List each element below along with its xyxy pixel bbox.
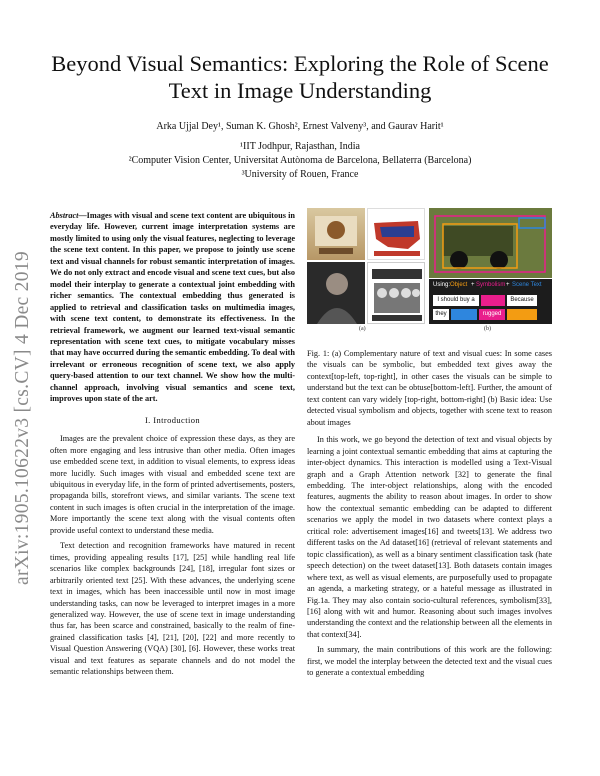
- intro-paragraph-3: In this work, we go beyond the detection of text and visual objects by learning a joint contextual semantic embedding that aims at capturing the inter-object dynamics. This interaction is modelled using a Text-Visual graph and a Graph Attention network [32] to generate the final embedding. The inter-object relationships, along with the encoded features, augments the ability to reason about images. In order to show how the contextual semantic embedding can be adapted to different scenarios we apply the model in two datasets where context plays a critical role: advertisement images[16] and tweets[13]. We address two different tasks on the Ad dataset[16] (retrieval of relevant statements and topic classification), as well as a binary sentiment classification task (hate speech detection) on the tweet dataset[13]. Both datasets contain images where text, as well as visual elements, are purposefully used to propagate an agenda, a marketing strategy, or a hateful message as illustrated in Fig.1a. They may also contain socio-cultural references, symbolism[33], [16] along with wit and humor. Reasoning about such images involves understanding the context and the relationship between all the elements in that context[34].: [307, 435, 552, 639]
- author-list: Arka Ujjal Dey¹, Suman K. Ghosh², Ernest Valveny³, and Gaurav Harit¹: [156, 121, 444, 132]
- figure-1: [307, 205, 552, 342]
- figure-image-bottom-left: [307, 262, 365, 324]
- should-box: I should buy a: [433, 295, 479, 306]
- group-photo-illustration: [368, 263, 425, 324]
- plus-sign-1: +: [471, 282, 475, 288]
- plus-sign-2: +: [506, 282, 510, 288]
- object-slot: [507, 309, 537, 320]
- poster-illustration: [307, 208, 365, 260]
- using-label: Using:: [433, 282, 451, 288]
- rugged-box: rugged: [479, 309, 505, 320]
- because-box: Because: [507, 295, 537, 306]
- scene-text-slot: [451, 309, 477, 320]
- abstract: [50, 210, 295, 405]
- figure-image-bottom-middle: [367, 262, 425, 324]
- right-column: [307, 348, 552, 683]
- figure-caption: Fig. 1: (a) Complementary nature of text and visual cues: In some cases the visuals can be symbolic, but embedded text gives away the context[top-left, top-right], in other cases the visuals can be simple to understand but the text can be obtuse[bottom-left]. Further, the amount of text content can vary widely [top-right, bottom-right] (b) Basic idea: Use detected visual symbolism and objects, together with scene text to reason about images: [307, 349, 552, 427]
- affiliation-2: ²Computer Vision Center, Universitat Autònoma de Barcelona, Bellaterra (Barcelona): [128, 155, 472, 166]
- symbolism-slot: [481, 295, 505, 306]
- figure-label-b: (b): [484, 326, 491, 332]
- portrait-illustration: [307, 262, 365, 324]
- intro-paragraph-4: In summary, the main contributions of this work are the following: first, we model the interplay between the detected text and the visual cues to generate a contextual embedding: [307, 645, 552, 678]
- affiliation-1: ¹IIT Jodhpur, Rajasthan, India: [240, 141, 360, 152]
- figure-image-top-middle: [367, 208, 425, 260]
- intro-paragraph-2: Text detection and recognition frameworks have matured in recent times, providing appealing results [17], [25] while handling real life scenarios like complex backgrounds [24], [18], irregular font sizes or arbitrarily oriented text [25]. With these advances, the underlying scene text in images, which has been inaccessible until now in most image understanding tasks, can now be leveraged to interpret images in a more generalized way. However, the use of scene text in image understanding thus far, has been scarce and constrained, basically to the realm of fine-grained classification tasks [4], [21], [20], [22] and more recently to Visual Question Answering (VQA) [30], [6]. However, these works treat visual and text features as separate channels and do not model the semantic relationships between them.: [50, 541, 295, 677]
- abstract-label: Abstract: [50, 211, 79, 220]
- usa-map-illustration: [368, 209, 425, 260]
- figure-label-a: (a): [359, 326, 366, 332]
- figure-image-top-left: [307, 208, 365, 260]
- they-box: they: [433, 309, 449, 320]
- affiliation-3: ³University of Rouen, France: [241, 169, 359, 180]
- left-column: [50, 210, 295, 682]
- using-scene-text: Scene Text: [512, 282, 542, 288]
- intro-paragraph-1: Images are the prevalent choice of expression these days, as they are often more engaging and less intrusive than other media. Often images use embedded scene text, in addition to visual elements, to express ideas more lucidly. Such images with visual and embedded scene text are ubiquitous in everyday life, in the form of printed advertisements, posters, propaganda bills, storefront views, and similar variants. The scene text content in such images is often crucial in the interpretation of the image. More importantly the scene text along with the visual contents often provide useful context to understand these media.: [50, 434, 295, 535]
- abstract-text: —Images with visual and scene text content are ubiquitous in everyday life. However, current image interpretation systems are mostly limited to using only the visual features, neglecting to leverage the scene text content. In this paper, we propose to jointly use scene text and visual channels for robust semantic interpretation of images. We do not only extract and encode visual and scene text cues, but also model their interplay to generate a contextual joint embedding with richer semantics. The contextual embedding thus generated is applied to retrieval and classification tasks on multimedia images, with scene text content, to demonstrate its effectiveness. In the retrieval framework, we augment our learned text-visual semantic representation with scene text cues, to mitigate vocabulary misses that may have occurred during the semantic embedding. To deal with irrelevant or erroneous recognition of scene text, we also apply query-based attention to our text channel. We show how the multi-channel approach, involving visual semantics and scene text, improves upon state of the art.: [50, 211, 295, 404]
- using-object: Object: [450, 282, 468, 288]
- jeep-illustration: [429, 208, 552, 278]
- figure-panel-b-image: [429, 208, 552, 278]
- section-heading-introduction: I. Introduction: [144, 414, 201, 425]
- using-symbolism: Symbolism: [476, 282, 506, 288]
- paper-title: Beyond Visual Semantics: Exploring the Role of Scene Text in Image Understanding: [51, 51, 549, 103]
